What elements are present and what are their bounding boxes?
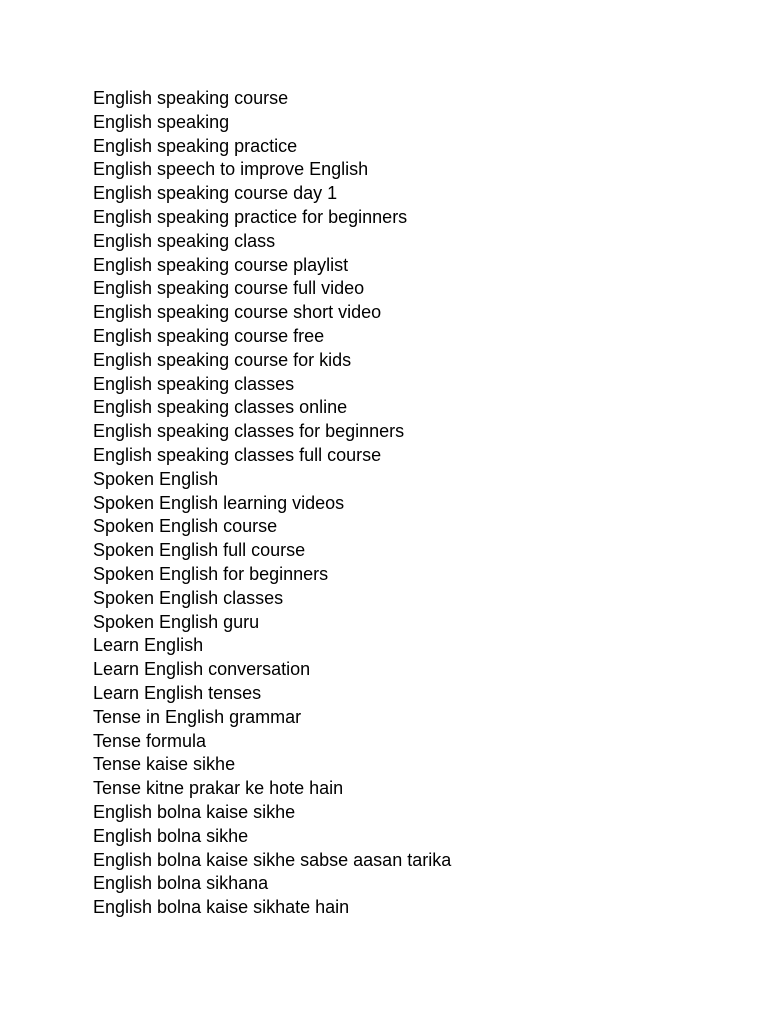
keyword-line: Learn English conversation	[93, 659, 311, 680]
keyword-line: English bolna kaise sikhate hain	[93, 897, 350, 918]
keyword-line: English bolna sikhe	[93, 825, 249, 846]
keyword-line: English bolna kaise sikhe sabse aasan tarika	[93, 849, 452, 870]
keyword-line: English speaking classes	[93, 373, 295, 394]
keyword-line: English speech to improve English	[93, 159, 369, 180]
keyword-line: Learn English	[93, 635, 204, 656]
keyword-line: English bolna kaise sikhe	[93, 801, 296, 822]
keyword-line: English speaking	[93, 111, 230, 132]
keyword-line: Spoken English course	[93, 516, 278, 537]
keyword-line: English speaking class	[93, 230, 276, 251]
keyword-line: English speaking classes full course	[93, 444, 382, 465]
keyword-line: Spoken English full course	[93, 540, 306, 561]
keyword-line: English speaking course for kids	[93, 349, 352, 370]
keyword-line: Spoken English	[93, 468, 219, 489]
keyword-line: English speaking practice	[93, 135, 298, 156]
keyword-line: Tense in English grammar	[93, 706, 302, 727]
keyword-line: Tense kitne prakar ke hote hain	[93, 778, 344, 799]
keyword-line: Spoken English learning videos	[93, 492, 345, 513]
keyword-line: English speaking course short video	[93, 302, 382, 323]
keyword-line: English speaking course free	[93, 325, 325, 346]
keyword-line: English speaking course full video	[93, 278, 365, 299]
keyword-line: English speaking practice for beginners	[93, 206, 408, 227]
keyword-line: English speaking classes for beginners	[93, 421, 405, 442]
keyword-list	[93, 87, 451, 920]
keyword-line: Spoken English guru	[93, 611, 260, 632]
keyword-line: Learn English tenses	[93, 682, 262, 703]
keyword-line: Tense formula	[93, 730, 207, 751]
keyword-line: Spoken English for beginners	[93, 563, 329, 584]
keyword-line: Spoken English classes	[93, 587, 284, 608]
keyword-line: English speaking course day 1	[93, 183, 338, 204]
keyword-line: English bolna sikhana	[93, 873, 269, 894]
keyword-line: English speaking classes online	[93, 397, 348, 418]
keyword-line: English speaking course playlist	[93, 254, 349, 275]
keyword-line: English speaking course	[93, 88, 289, 108]
keyword-line: Tense kaise sikhe	[93, 754, 236, 775]
